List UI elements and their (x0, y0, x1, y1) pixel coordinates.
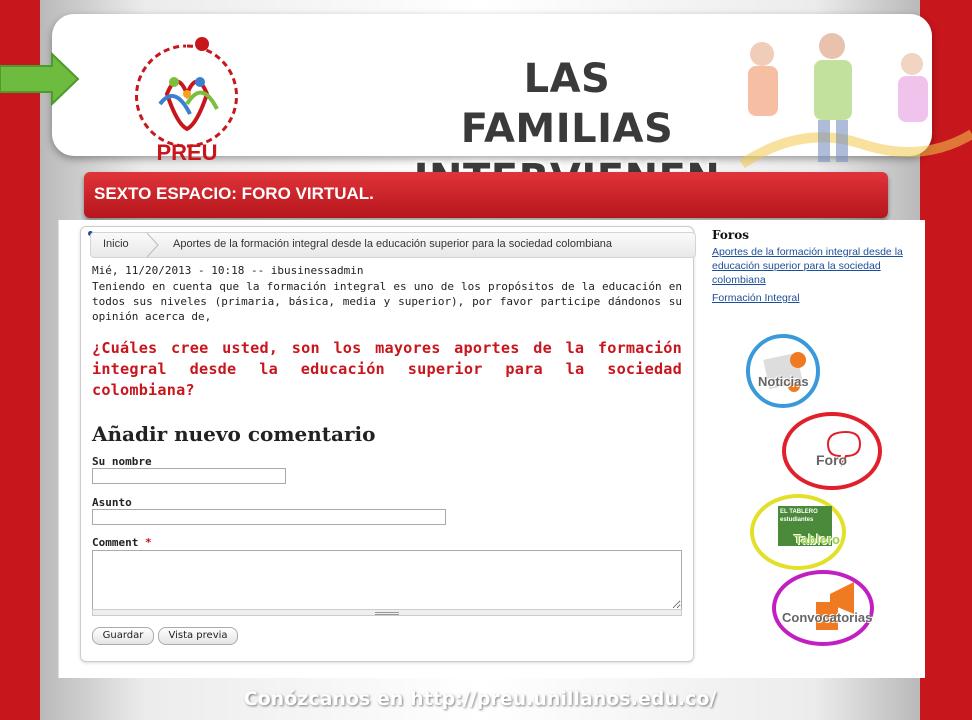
sidebar-link-formacion[interactable]: Formación Integral (712, 292, 800, 304)
comment-label (92, 536, 152, 549)
required-mark: * (144, 536, 152, 549)
breadcrumb (90, 232, 696, 258)
bullhorn-icon (776, 574, 873, 642)
megaphone-icon (750, 338, 816, 404)
convocatorias-badge[interactable] (772, 570, 874, 646)
title-line-1: LAS FAMILIAS (460, 56, 674, 152)
breadcrumb-home-link[interactable]: Inicio (103, 238, 129, 250)
section-title-bar (84, 172, 888, 218)
save-button[interactable]: Guardar (92, 627, 154, 645)
foro-label: Foro (816, 452, 848, 468)
header-banner (52, 14, 932, 165)
post-question: ¿Cuáles cree usted, son los mayores aportes de la formación integral desde la educación superior para la sociedad colombiana? (92, 339, 682, 399)
name-label: Su nombre (92, 455, 152, 468)
comment-textarea[interactable] (92, 550, 682, 610)
logo-text: PREU (156, 140, 218, 165)
noticias-label: Noticias (758, 374, 809, 389)
tablero-badge[interactable] (750, 494, 846, 570)
section-title: SEXTO ESPACIO: FORO VIRTUAL. (94, 184, 374, 203)
add-comment-heading: Añadir nuevo comentario (92, 422, 376, 446)
convocatorias-label: Convocatorias (782, 610, 873, 625)
family-illustration (722, 24, 972, 170)
footer-text: Conózcanos en http://preu.unillanos.edu.co/ (243, 688, 717, 710)
speech-bubble-icon (786, 416, 878, 486)
tablero-caption: EL TABLERO estudiantes (780, 509, 818, 523)
breadcrumb-current: Aportes de la formación integral desde la educación superior para la sociedad colombiana (173, 238, 613, 250)
arrow-right-icon (0, 52, 80, 106)
sidebar-title: Foros (712, 228, 749, 242)
subject-input[interactable] (92, 509, 446, 525)
textarea-resize-grip[interactable] (92, 609, 682, 616)
tablero-label: Tablero (794, 532, 840, 547)
subject-label: Asunto (92, 496, 132, 509)
breadcrumb-separator-icon (147, 233, 159, 257)
sidebar-link-aportes[interactable]: Aportes de la formación integral desde la educación superior para la sociedad colombiana (712, 246, 903, 286)
preview-button[interactable]: Vista previa (158, 627, 238, 645)
preu-logo (112, 34, 262, 164)
foro-badge[interactable] (782, 412, 882, 490)
name-input[interactable] (92, 468, 286, 484)
post-body: Teniendo en cuenta que la formación integral es uno de los propósitos de la educación en todos sus niveles (primaria, básica, media y superior), por favor participe dándonos su opinión acerca de, (92, 280, 682, 323)
post-meta: Mié, 11/20/2013 - 10:18 -- ibusinessadmin (92, 264, 364, 277)
comment-label-text: Comment (92, 536, 139, 549)
noticias-badge[interactable] (746, 334, 820, 408)
